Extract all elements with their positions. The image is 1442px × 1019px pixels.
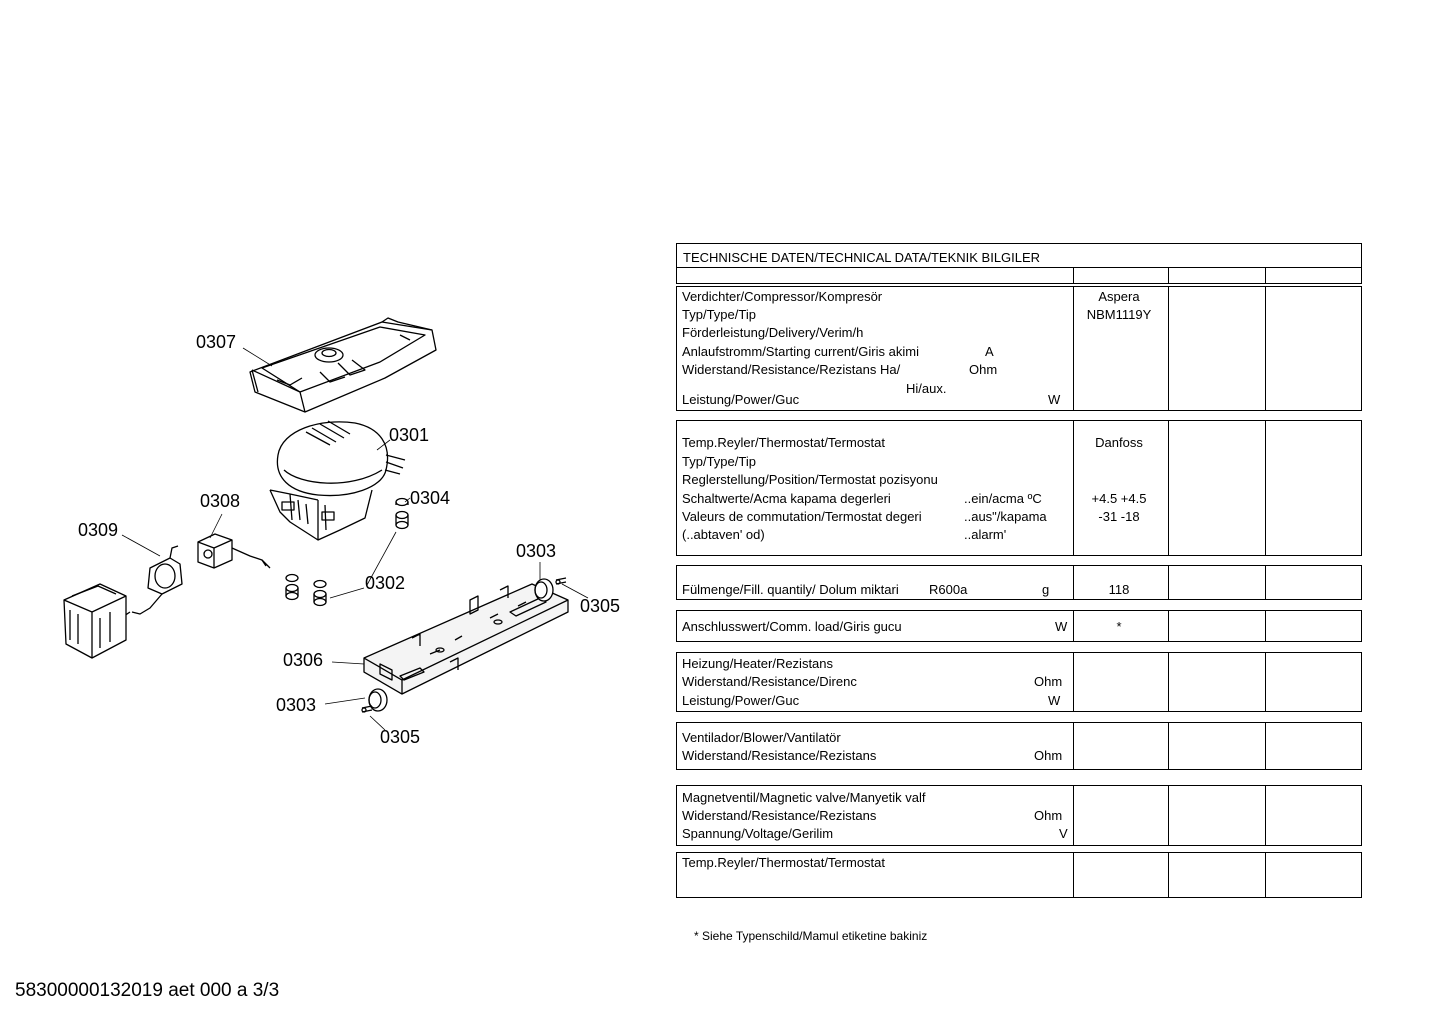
fill-quantity-unit: g (1042, 582, 1050, 597)
fill-quantity-value: 118 (1108, 582, 1130, 597)
thermostat2-section (676, 852, 1362, 898)
callout-0307: 0307 (196, 332, 237, 352)
compressor-current-unit: A (985, 344, 994, 359)
connected-load-unit: W (1055, 619, 1068, 634)
document-id: 58300000132019 aet 000 a 3/3 (15, 980, 280, 1001)
thermostat-switch-on-label: ..ein/acma ºC (964, 491, 1042, 506)
compressor-current-label: Anlaufstromm/Starting current/Giris akimi (682, 344, 919, 359)
part-compressor (270, 421, 405, 540)
heater-power-unit: W (1048, 693, 1061, 708)
compressor-resistance-unit: Ohm (969, 362, 998, 377)
heater-power-label: Leistung/Power/Guc (682, 693, 800, 708)
fill-quantity-label: Fülmenge/Fill. quantily/ Dolum miktari (682, 582, 899, 597)
compressor-power-unit: W (1048, 392, 1061, 407)
part-pin-lower (362, 706, 372, 712)
thermostat-commutation-label: Valeurs de commutation/Termostat degeri (682, 509, 922, 524)
thermostat-switch-off-label: ..aus"/kapama (964, 509, 1047, 524)
callout-0301: 0301 (389, 425, 430, 445)
connected-load-section (676, 610, 1362, 642)
blower-label: Ventilador/Blower/Vantilatör (682, 730, 841, 745)
thermostat-off-value: -31 -18 (1098, 509, 1140, 524)
heater-resistance-unit: Ohm (1034, 674, 1063, 689)
valve-voltage-label: Spannung/Voltage/Gerilim (682, 826, 834, 841)
thermostat-alarm-label: ..alarm' (964, 527, 1007, 542)
part-bushing-upper (535, 579, 553, 601)
part-grommet (396, 499, 408, 529)
heater-section (676, 652, 1362, 712)
valve-resistance-label: Widerstand/Resistance/Rezistans (682, 808, 877, 823)
valve-resistance-unit: Ohm (1034, 808, 1063, 823)
refrigerant-value: R600a (929, 582, 968, 597)
compressor-type-value: NBM1119Y (1086, 307, 1152, 322)
thermostat-type-label: Typ/Type/Tip (682, 454, 756, 469)
thermostat-label: Temp.Reyler/Thermostat/Termostat (682, 435, 886, 450)
compressor-section (676, 286, 1362, 411)
connected-load-value: * (1116, 619, 1122, 634)
callout-0306: 0306 (283, 650, 324, 670)
compressor-type-label: Typ/Type/Tip (682, 307, 756, 322)
part-cover-tray (250, 318, 436, 412)
blower-section (676, 722, 1362, 770)
part-starter (124, 546, 182, 616)
compressor-power-label: Leistung/Power/Guc (682, 392, 800, 407)
table-header-row (676, 267, 1362, 284)
exploded-parts-diagram (0, 0, 660, 900)
thermostat-on-value: +4.5 +4.5 (1091, 491, 1147, 506)
blower-resistance-label: Widerstand/Resistance/Rezistans (682, 748, 877, 763)
compressor-resistance-label: Widerstand/Resistance/Rezistans Ha/ (682, 362, 901, 377)
fill-quantity-section (676, 565, 1362, 600)
callout-0304: 0304 (410, 488, 451, 508)
callout-0302: 0302 (365, 573, 406, 593)
magnetic-valve-section (676, 785, 1362, 846)
part-bushing-lower (369, 689, 387, 711)
callout-0303-upper: 0303 (516, 541, 557, 561)
callout-0309: 0309 (78, 520, 119, 540)
part-rubber-feet (286, 575, 326, 606)
callout-0303-lower: 0303 (276, 695, 317, 715)
technical-data-title-box (676, 243, 1362, 268)
part-pin-upper (556, 578, 566, 584)
thermostat-defrost-label: (..abtaven' od) (682, 527, 765, 542)
compressor-aux-label: Hi/aux. (906, 381, 947, 396)
thermostat-maker-value: Danfoss (1095, 435, 1143, 450)
part-base-plate (364, 584, 568, 694)
table-title: TECHNISCHE DATEN/TECHNICAL DATA/TEKNIK BILGILER (683, 250, 1041, 265)
connected-load-label: Anschlusswert/Comm. load/Giris gucu (682, 619, 902, 634)
thermostat-switch-label: Schaltwerte/Acma kapama degerleri (682, 491, 891, 506)
callout-0308: 0308 (200, 491, 241, 511)
valve-voltage-unit: V (1059, 826, 1068, 841)
thermostat2-label: Temp.Reyler/Thermostat/Termostat (682, 855, 886, 870)
thermostat-position-label: Reglerstellung/Position/Termostat pozisyonu (682, 472, 938, 487)
compressor-delivery-label: Förderleistung/Delivery/Verim/h (682, 325, 864, 340)
part-relay (198, 534, 270, 568)
thermostat-section (676, 420, 1362, 556)
callout-0305-lower: 0305 (380, 727, 421, 747)
heater-resistance-label: Widerstand/Resistance/Direnc (682, 674, 857, 689)
callout-0305-upper: 0305 (580, 596, 621, 616)
compressor-label: Verdichter/Compressor/Kompresör (682, 289, 883, 304)
valve-label: Magnetventil/Magnetic valve/Manyetik valf (682, 790, 926, 805)
footnote: * Siehe Typenschild/Mamul etiketine bakiniz (694, 929, 928, 943)
blower-resistance-unit: Ohm (1034, 748, 1063, 763)
heater-label: Heizung/Heater/Rezistans (682, 656, 834, 671)
compressor-maker-value: Aspera (1098, 289, 1140, 304)
part-terminal-cover (64, 584, 126, 658)
